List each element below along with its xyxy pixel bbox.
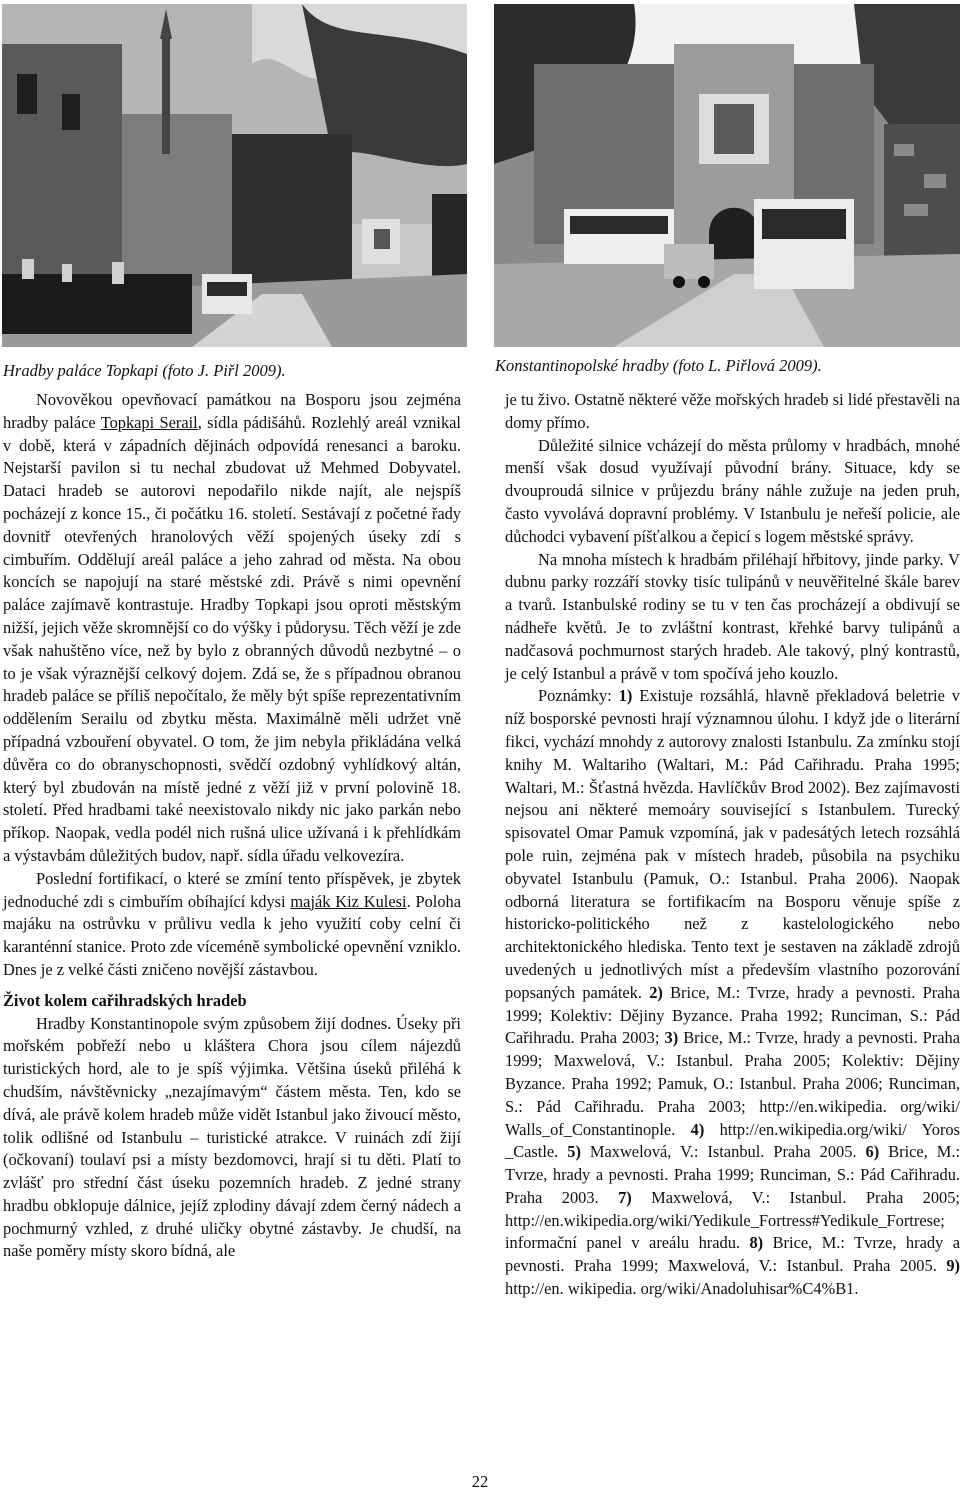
left-text-column [3, 389, 461, 1263]
topkapi-walls-photo [2, 4, 467, 347]
paragraph: Hradby Konstantinopole svým způsobem žijí dodnes. Úseky při mořském pobřeží nebo u kláštera Chora jsou cílem nájezdů turistických hord, ale to je spíš výjimka. Většina úseků přiléhá k chudším, návštěvnicky „nezajímavým“ částem města. Ten, kdo se dívá, ale právě kolem hradeb může vidět Istanbul jako živoucí město, tolik odlišné od Istanbulu – turistické atrakce. V ruinách zdí žijí (očkovaní) toulaví psi a místy bezdomovci, hrají si tu děti. Platí to zvlášť pro střední část úseku pozemních hradeb. Z jedné strany hradbu obklopuje dálnice, jejíž zplodiny dávají zdem černý nádech a pochmurný vzhled, z druhé uličky obytné zástavby. Je chudší, na naše poměry místy skoro bídná, ale [3, 1013, 461, 1261]
note-marker: 5) [567, 1142, 581, 1162]
right-text-column [505, 389, 960, 1301]
note-marker: 2) [649, 982, 663, 1002]
topkapi-serail-link: Topkapi Serail [100, 412, 198, 432]
section-heading: Život kolem cařihradských hradeb [3, 990, 247, 1010]
paragraph: Poslední fortifikací, o které se zmíní tento příspěvek, je zbytek jednoduché zdi s cimbuřím obíhající kdysi maják Kiz Kulesi. Poloha majáku na ostrůvku v průlivu vedla k jeho využití coby celní či karanténní stanice. Proto zde víceméně symbolické opevnění vzniklo. Dnes je z velké části zničeno novější zástavbou. [3, 868, 462, 979]
photo-caption-left: Hradby paláce Topkapi (foto J. Piřl 2009). [3, 361, 286, 380]
paragraph: Na mnoha místech k hradbám přiléhají hřbitovy, jinde parky. V dubnu parky rozzáří stovky tisíc tulipánů v neuvěřitelné škále barev a tvarů. Istanbulské rodiny se tu v ten čas procházejí a obdivují se nádheře květů. Je to zvláštní kontrast, křehké barvy tulipánů a nadčasová pochmurnost starých hradeb. Ale takový, plný kontrastů, je celý Istanbul a právě v tom spočívá jeho kouzlo. [505, 549, 960, 683]
notes-paragraph: Poznámky: 1) Existuje rozsáhlá, hlavně překladová beletrie v níž bosporské pevnosti hrají významnou úlohu. I když jde o literární fikci, vychází mnohdy z autorovy znalosti Istanbulu. Za zmínku stojí knihy M. Waltariho (Waltari, M.: Pád Cařihradu. Praha 1995; Waltari, M.: Šťastná hvězda. Havlíčkův Brod 2002). Bez zajímavosti nejsou ani některé memoáry související s Istanbulem. Turecký spisovatel Omar Pamuk vzpomíná, jak v padesátých letech rozsáhlá pole ruin, zejména pak v místech hradeb, působila na psychiku obyvatel Istanbulu (Pamuk, O.: Istanbul. Praha 2006). Naopak odborná literatura se fortifikacím na Bosporu věnuje spíše z historicko-politického než z kastelologického nebo architektonického hlediska. Tento text je sestaven na základě zdrojů uvedených u jednotlivých míst a především vlastního pozorování popsaných památek. 2) Brice, M.: Tvrze, hrady a pevnosti. Praha 1999; Kolektiv: Dějiny Byzance. Praha 1992; Runciman, S.: Pád Cařihradu. Praha 2003; 3) Brice, M.: Tvrze, hrady a pevnosti. Praha 1999; Maxwelová, V.: Istanbul. Praha 2005; Kolektiv: Dějiny Byzance. Praha 1992; Pamuk, O.: Istanbul. Praha 2006; Runciman, S.: Pád Cařihradu. Praha 2003; http://en.wikipedia. org/wiki/ Walls_of_Constantinople. 4) http://en.wikipedia.org/wiki/ Yoros _Castle. 5) Maxwelová, V.: Istanbul. Praha 2005. 6) Brice, M.: Tvrze, hrady a pevnosti. Praha 1999; Runciman, S.: Pád Cařihradu. Praha 2003. 7) Maxwelová, V.: Istanbul. Praha 2005; http://en.wikipedia.org/wiki/Yedikule_Fortress#Yedikule_Fortrese; informační panel v areálu hradu. 8) Brice, M.: Tvrze, hrady a pevnosti. Praha 1999; Maxwelová, V.: Istanbul. Praha 2005. 9) http://en. wikipedia. org/wiki/Anadoluhisar%C4%B1. [505, 686, 960, 1299]
paragraph: Novověkou opevňovací památkou na Bosporu jsou zejména hradby paláce Topkapi Serail, sídla pádišáhů. Rozlehlý areál vznikal v době, která v západních dějinách odpovídá renesanci a baroku. Nejstarší pavilon si tu nechal zbudovat už Mehmed Dobyvatel. Dataci hradeb se autorovi nepodařilo nikde najít, ale nejspíš pocházejí z konce 15., či počátku 16. století. Sestávají z početné řady dovnitř otevřených hranolových věží spojených úseky zdí s cimbuřím. Oddělují areál paláce a jeho zahrad od města. Na obou koncích se napojují na staré městské zdi. Právě s nimi opevnění paláce zajímavě kontrastuje. Hradby Topkapi jsou oproti městským nižší, jejich věže skromnější co do výšky i půdorysu. Těch věží je zde však nahuštěno více, než by bylo z obranných důvodů nezbytné – o to je však výraznější celkový dojem. Zdá se, že s případnou obranou hradeb paláce se příliš nepočítalo, že měly být spíše reprezentativním oddělením Serailu od zbytku města. Maximálně měli udržet vně případná vzbouření obyvatel. O tom, že jim nebyla přikládána velká důvěra co do obranyschopnosti, svědčí ozdobný vyhlídkový altán, který byl zbudován na místě jedné z věží již v první polovině 18. století. Před hradbami také neexistovalo nikdy nic jako parkán nebo příkop. Naopak, vedla podél nich rušná ulice užívaná i k přehlídkám a výstavbám důležitých budov, např. sídla úřadu velkovezíra. [3, 390, 461, 865]
photo-caption-right: Konstantinopolské hradby (foto L. Piřlová 2009). [495, 356, 822, 375]
note-marker: 7) [618, 1187, 632, 1207]
note-marker: 3) [664, 1028, 679, 1048]
paragraph: je tu živo. Ostatně některé věže mořských hradeb si lidé přestavěli na domy přímo. [505, 390, 960, 432]
kiz-kulesi-link: maják Kiz Kulesi [290, 891, 407, 911]
page-number: 22 [471, 1472, 489, 1491]
note-marker: 6) [865, 1142, 880, 1162]
constantinople-walls-photo [494, 4, 960, 347]
note-marker: 4) [690, 1119, 705, 1139]
paragraph: Důležité silnice vcházejí do města průlomy v hradbách, mnohé menší však dosud využívají původní brány. Situace, kdy se dvouproudá silnice v průjezdu brány náhle zužuje na jeden pruh, často vyvolává dopravní problémy. V Istanbulu je neřeší policie, ale důchodci vybavení píšťalkou a čepicí s logem městské správy. [505, 435, 960, 546]
note-marker: 9) [946, 1256, 960, 1276]
note-marker: 8) [749, 1233, 764, 1253]
note-marker: 1) [618, 686, 633, 706]
